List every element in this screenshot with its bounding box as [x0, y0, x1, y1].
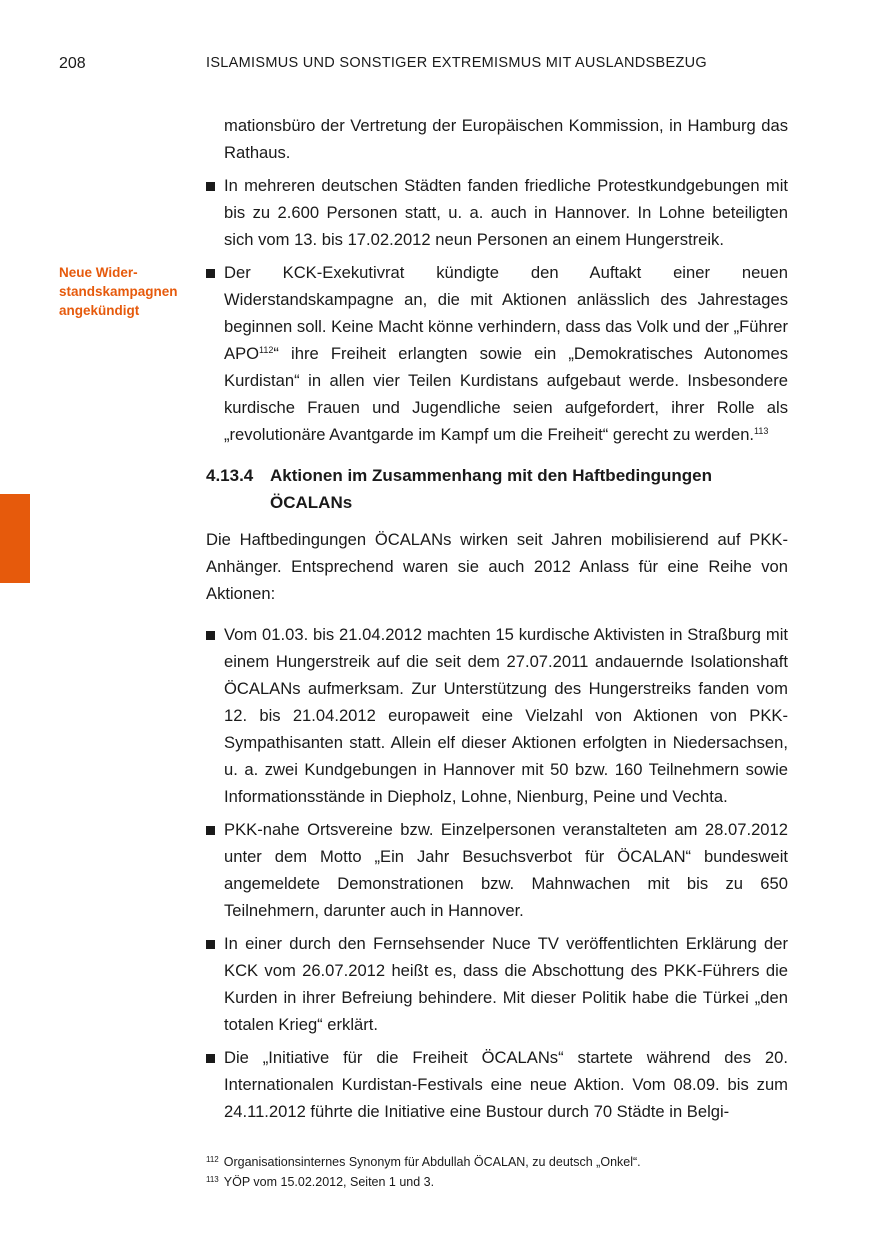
footnote-text: YÖP vom 15.02.2012, Seiten 1 und 3. — [223, 1175, 435, 1189]
list-item — [206, 621, 788, 810]
margin-note-line: Neue Wider- — [59, 265, 138, 280]
footnote-number: 113 — [206, 1175, 219, 1184]
list-item — [206, 816, 788, 924]
footnote-reference: 112 — [259, 345, 274, 355]
square-bullet-icon — [206, 826, 215, 835]
continuation-paragraph: mationsbüro der Vertretung der Europäischen Kommission, in Hamburg das Rathaus. — [224, 116, 788, 162]
footnote-text: Organisationsinternes Synonym für Abdullah ÖCALAN, zu deutsch „Onkel“. — [223, 1155, 641, 1169]
body-text — [206, 112, 788, 1131]
list-item — [206, 1044, 788, 1125]
square-bullet-icon — [206, 1054, 215, 1063]
list-item-text: PKK-nahe Ortsvereine bzw. Einzelpersonen veranstalteten am 28.07.2012 unter dem Motto „Ein Jahr Besuchsverbot für ÖCALAN“ bundesweit angemeldete Demonstrationen bzw. Mahnwachen mit bis zu 650 Teilnehmern, darunter auch in Hannover. — [224, 820, 788, 920]
section-number: 4.13.4 — [206, 466, 254, 485]
list-item — [206, 930, 788, 1038]
page-number: 208 — [59, 55, 86, 72]
text-run: Der KCK-Exekutivrat kündigte den Auftakt einer neuen Widerstandskampagne an, die mit Aktionen anlässlich des Jahrestages beginnen soll. Keine Macht könne verhindern, dass das Volk und der „Führer APO — [224, 263, 788, 363]
list-item-text: Vom 01.03. bis 21.04.2012 machten 15 kurdische Aktivisten in Straßburg mit einem Hungerstreik auf die seit dem 27.07.2011 andauernde Isolationshaft ÖCALANs aufmerksam. Zur Unterstützung des Hungerstreiks fanden vom 12. bis 21.04.2012 europaweit eine Vielzahl von Aktionen von PKK-Sympathisanten statt. Allein elf dieser Aktionen erfolgten in Niedersachsen, u. a. zwei Kundgebungen in Hannover mit 50 bzw. 160 Teilnehmern sowie Informationsstände in Diepholz, Lohne, Nienburg, Peine und Vechta. — [224, 625, 788, 806]
list-item-text: Die „Initiative für die Freiheit ÖCALANs“ startete während des 20. Internationalen Kurdistan-Festivals eine neue Aktion. Vom 08.09. bis zum 24.11.2012 führte die Initiative eine Bustour durch 70 Städte in Belgi- — [224, 1048, 788, 1121]
margin-note-line: standskampagnen — [59, 284, 178, 299]
page-header — [0, 55, 877, 79]
margin-note — [59, 263, 189, 320]
square-bullet-icon — [206, 182, 215, 191]
section-title: Aktionen im Zusammenhang mit den Haftbedingungen ÖCALANs — [270, 466, 713, 512]
list-item-text: In mehreren deutschen Städten fanden friedliche Protestkundgebungen mit bis zu 2.600 Personen statt, u. a. auch in Hannover. In Lohne beteiligten sich vom 13. bis 17.02.2012 neun Personen an einem Hungerstreik. — [224, 176, 788, 249]
section-heading — [206, 462, 788, 516]
square-bullet-icon — [206, 940, 215, 949]
footnote — [206, 1152, 788, 1172]
list-item — [206, 259, 788, 448]
section-tab-marker — [0, 494, 30, 583]
list-item — [206, 172, 788, 253]
footnotes — [206, 1152, 788, 1192]
margin-note-line: angekündigt — [59, 303, 140, 318]
intro-paragraph: Die Haftbedingungen ÖCALANs wirken seit Jahren mobilisierend auf PKK-Anhänger. Entsprechend waren sie auch 2012 Anlass für eine Reihe von Aktionen: — [206, 530, 788, 603]
footnote — [206, 1172, 788, 1192]
footnote-number: 112 — [206, 1155, 219, 1164]
text-run: “ ihre Freiheit erlangten sowie ein „Demokratisches Autonomes Kurdistan“ in allen vier Teilen Kurdistans aufgebaut werde. Insbesondere kurdische Frauen und Jugendliche seien aufgefordert, ihrer Rolle als „revolutionäre Avantgarde im Kampf um die Freiheit“ gerecht zu werden. — [224, 344, 788, 444]
list-item-text — [224, 259, 788, 448]
square-bullet-icon — [206, 269, 215, 278]
list-item-text: In einer durch den Fernsehsender Nuce TV veröffentlichten Erklärung der KCK vom 26.07.2012 heißt es, dass die Abschottung des PKK-Führers die Kurden in ihrer Befreiung behindere. Mit dieser Politik habe die Türkei „den totalen Krieg“ erklärt. — [224, 934, 788, 1034]
footnote-reference: 113 — [754, 426, 769, 436]
running-title: ISLAMISMUS UND SONSTIGER EXTREMISMUS MIT AUSLANDSBEZUG — [206, 55, 707, 71]
square-bullet-icon — [206, 631, 215, 640]
